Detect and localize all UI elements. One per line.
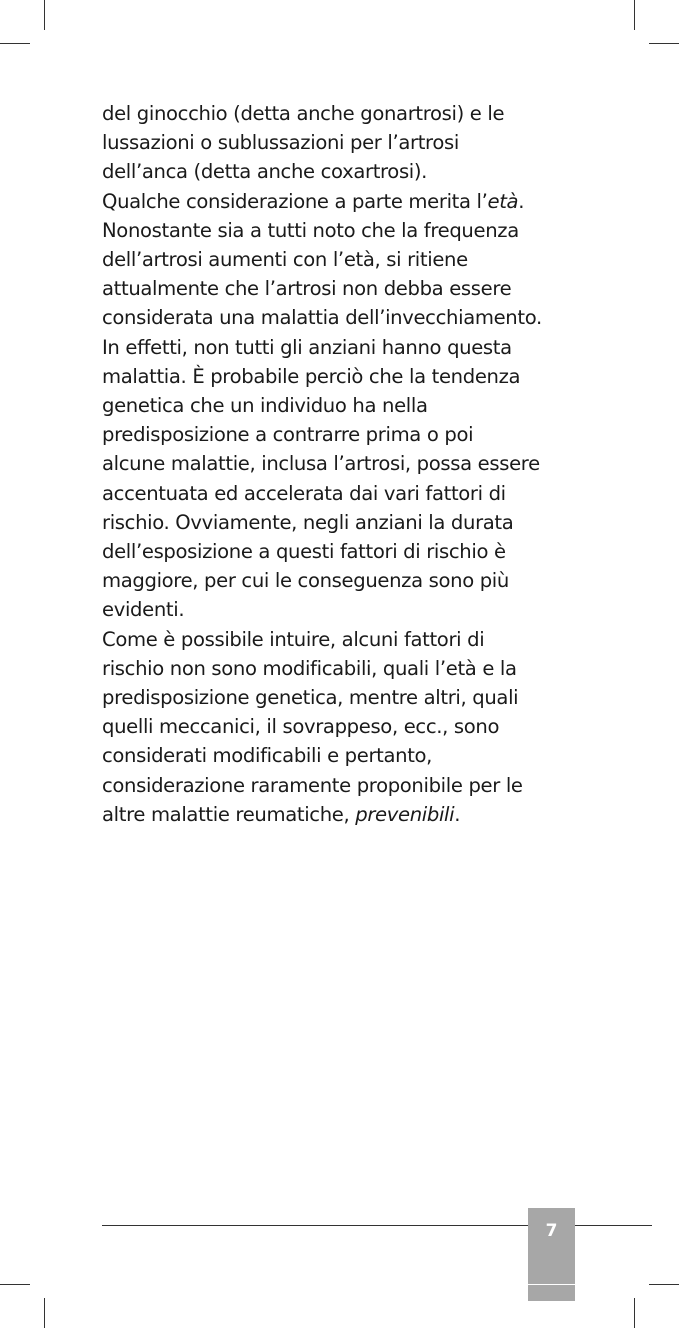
- text-line: lussazioni o sublussazioni per l’artrosi: [102, 131, 459, 155]
- text-line: alcune malattie, inclusa l’artrosi, possa essere: [102, 452, 540, 476]
- crop-mark-top-left-horizontal: [0, 43, 30, 44]
- crop-mark-bottom-left-vertical: [44, 1298, 45, 1328]
- text-line: attualmente che l’artrosi non debba essere: [102, 277, 512, 301]
- text-line: quelli meccanici, il sovrappeso, ecc., sono: [102, 715, 500, 739]
- text-segment: .: [454, 802, 461, 826]
- text-line: rischio non sono modificabili, quali l’età e la: [102, 656, 517, 680]
- text-line: evidenti.: [102, 598, 185, 622]
- text-line: dell’anca (detta anche coxartrosi).: [102, 160, 428, 184]
- crop-mark-bottom-right-vertical: [634, 1298, 635, 1328]
- crop-mark-bottom-right-horizontal: [649, 1284, 679, 1285]
- text-line: Nonostante sia a tutti noto che la frequenza: [102, 218, 519, 242]
- crop-mark-bottom-left-horizontal: [0, 1284, 30, 1285]
- text-line: [102, 187, 582, 216]
- text-line: predisposizione genetica, mentre altri, quali: [102, 686, 519, 710]
- crop-mark-top-right-horizontal: [649, 43, 679, 44]
- text-line: dell’artrosi aumenti con l’età, si ritiene: [102, 248, 468, 272]
- text-line: predisposizione a contrarre prima o poi: [102, 423, 474, 447]
- text-line: considerati modificabili e pertanto,: [102, 744, 433, 768]
- text-line: accentuata ed accelerata dai vari fattori di: [102, 481, 506, 505]
- text-segment: .: [518, 189, 525, 213]
- crop-mark-top-left-vertical: [44, 0, 45, 30]
- text-line: considerata una malattia dell’invecchiamento.: [102, 306, 542, 330]
- emphasis-prevenibili: prevenibili: [355, 802, 455, 826]
- text-line: In effetti, non tutti gli anziani hanno questa: [102, 335, 512, 359]
- text-segment: altre malattie reumatiche,: [102, 802, 356, 826]
- text-line: genetica che un individuo ha nella: [102, 394, 428, 418]
- text-line: del ginocchio (detta anche gonartrosi) e le: [102, 102, 505, 125]
- body-text: [102, 99, 582, 829]
- text-line: malattia. È probabile perciò che la tendenza: [102, 364, 521, 388]
- text-line: considerazione raramente proponibile per le: [102, 773, 523, 797]
- page-number-tab-extension: [528, 1285, 575, 1301]
- crop-mark-top-right-vertical: [634, 0, 635, 30]
- page-number: 7: [545, 1221, 558, 1241]
- text-segment: Qualche considerazione a parte merita l’: [102, 189, 488, 213]
- emphasis-eta: età: [487, 189, 519, 213]
- text-line: Come è possibile intuire, alcuni fattori di: [102, 627, 485, 651]
- text-line: maggiore, per cui le conseguenza sono più: [102, 569, 509, 593]
- text-line: rischio. Ovviamente, negli anziani la durata: [102, 510, 514, 534]
- text-line: [102, 800, 582, 829]
- text-line: dell’esposizione a questi fattori di rischio è: [102, 540, 506, 564]
